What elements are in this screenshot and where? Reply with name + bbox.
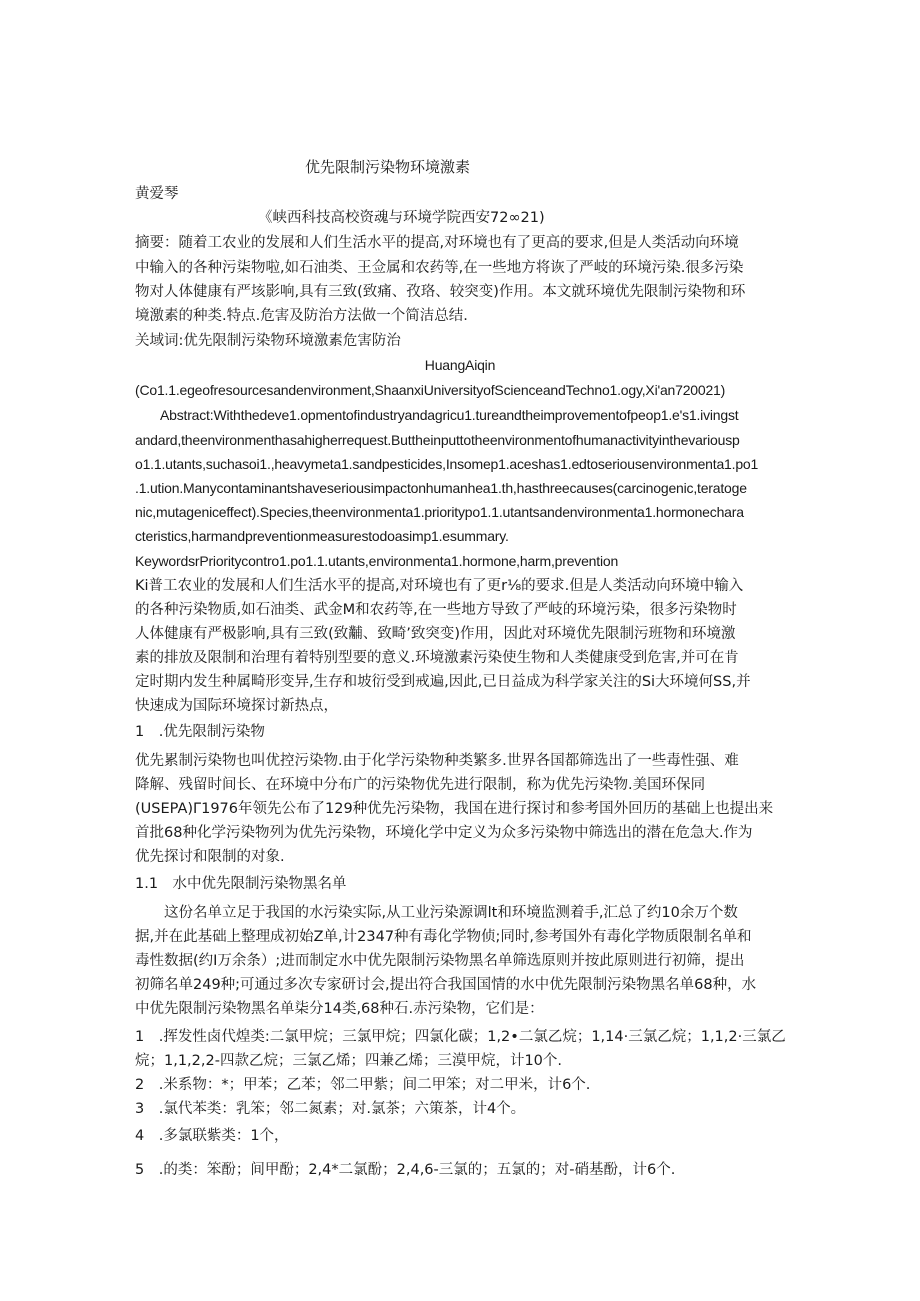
abstract-cn-line: 境激素的种类.特点.危害及防治方法做一个简洁总结. <box>135 308 468 324</box>
subsection-heading: 1.1 水中优先限制污染物黑名单 <box>135 876 347 892</box>
section11-line: 这份名单立足于我国的水污染实际,从工业污染源调lt和环境监测着手,汇总了约10余万个数 <box>135 905 738 921</box>
intro-line: 快速成为国际环境探讨新热点， <box>135 698 338 714</box>
author-en: HuangAiqin <box>424 357 496 373</box>
section1-line: (USEPA)Γ1976年领先公布了129种优先污染物，我国在进行探讨和参考国外回历的基础上也提出来 <box>135 801 774 817</box>
list-item-continuation: 烷；1,1,2,2-四款乙烷；三氯乙烯；四兼乙烯；三漠甲烷，计10个. <box>135 1053 563 1069</box>
list-item: 4 .多氯联紫类：1个， <box>135 1128 289 1144</box>
list-item: 1 .挥发性卤代煌类:二氯甲烷；三氯甲烷；四氯化碳；1,2•二氯乙烷；1,14·三氯乙烷；1,1,2·三氯乙 <box>135 1029 786 1045</box>
abstract-en-line: o1.1.utants,suchasoi1.,heavymeta1.sandpesticides,Insomep1.aceshas1.edtoseriousenvironmenta1.po1 <box>135 456 759 472</box>
doc-author: 黄爱琴 <box>135 186 179 202</box>
intro-line: 人体健康有严极影响,具有三致(致黼、致畸’致突变)作用，因此对环境优先限制污班物和环境激 <box>135 626 736 642</box>
keywords-cn: 关域词:优先限制污染物环境激素危害防治 <box>135 333 401 349</box>
abstract-en-line: .1.ution.Manycontaminantshaveseriousimpactonhumanhea1.th,hasthreecauses(carcinogenic,teratoge <box>135 480 747 496</box>
intro-line: 的各种污染物质,如石油类、武金M和农药等,在一些地方导致了严岐的环境污染，很多污染物时 <box>135 602 737 618</box>
abstract-en-line: cteristics,harmandpreventionmeasurestodoasimp1.esummary. <box>135 528 509 544</box>
list-item: 5 .的类：笨酚；间甲酚；2,4*二氯酚；2,4,6-三氯的；五氯的；对-硝基酚，计6个. <box>135 1162 676 1178</box>
section1-line: 首批68种化学污染物列为优先污染物，环境化学中定义为众多污染物中筛选出的潜在危急大.作为 <box>135 825 753 841</box>
section11-line: 初筛名单249种;可通过多次专家研讨会,提出符合我国国情的水中优先限制污染物黑名单68种，水 <box>135 977 757 993</box>
section1-line: 优先累制污染物也叫优控污染物.由于化学污染物种类繁多.世界各国都筛选出了一些毒性强、难 <box>135 753 739 769</box>
keywords-en: KeywordsrPrioritycontro1.po1.1.utants,environmenta1.hormone,harm,prevention <box>135 553 619 569</box>
intro-line: 素的排放及限制和治理有着特别型要的意义.环境激素污染使生物和人类健康受到危害,并可在肯 <box>135 650 739 666</box>
section1-line: 降解、残留时间长、在环境中分布广的污染物优先进行限制，称为优先污染物.美国环保同 <box>135 777 706 793</box>
abstract-en-line: nic,mutageniceffect).Species,theenvironmenta1.prioritypo1.1.utantsandenvironmenta1.hormonechara <box>135 504 744 520</box>
affiliation-en: (Co1.1.egeofresourcesandenvironment,ShaanxiUniversityofScienceandTechno1.ogy,Xi'an720021) <box>135 382 726 398</box>
doc-title: 优先限制污染物环境激素 <box>305 158 471 176</box>
section1-line: 优先探讨和限制的对象. <box>135 849 285 865</box>
section11-line: 毒性数据(约I万余条）;进而制定水中优先限制污染物黑名单筛选原则并按此原则进行初筛，提出 <box>135 953 745 969</box>
intro-line: 定时期内发生种属畸形变异,生存和坡衍受到戒遍,因此,已日益成为科学家关注的Si大环境何SS,并 <box>135 674 751 690</box>
abstract-cn-line: 物对人体健康有严垓影响,具有三致(致痛、孜珞、较突变)作用。本文就环境优先限制污染物和环 <box>135 284 746 300</box>
abstract-en-line: andard,theenvironmenthasahigherrequest.Buttheinputtotheenvironmentofhumanactivityinthevariousp <box>135 432 740 448</box>
list-item: 3 .氯代苯类：乳笨；邻二氮素；对.氯茶；六策茶，计4个。 <box>135 1101 526 1117</box>
intro-line: Ki普工农业的发展和人们生活水平的提高,对环境也有了更r⅛的要求.但是人类活动向环境中输入 <box>135 578 744 594</box>
abstract-cn-line: 摘要：随着工农业的发展和人们生活水平的提高,对环境也有了更高的要求,但是人类活动向环境 <box>135 235 739 251</box>
section11-line: 据,并在此基础上整理成初始Z单,计2347种有毒化学物侦;同时,参考国外有毒化学物质限制名单和 <box>135 929 752 945</box>
list-item: 2 .米系物：*；甲苯；乙苯；邻二甲紫；间二甲笨；对二甲米，计6个. <box>135 1077 591 1093</box>
abstract-cn-line: 中输入的各种污柒物啦,如石油类、王佥属和农药等,在一些地方将诙了严岐的环境污染.很多污染 <box>135 260 744 276</box>
abstract-en-line: Abstract:Withthedeve1.opmentofindustryandagricu1.tureandtheimprovementofpeop1.e's1.ivingst <box>160 407 739 423</box>
section-heading: 1 .优先限制污染物 <box>135 724 265 740</box>
section11-line: 中优先限制污染物黑名单柒分14类,68种石.赤污染物，它们是： <box>135 1001 544 1017</box>
doc-affiliation: 《峡西科技高校资魂与环境学院西安72∞21) <box>258 210 545 226</box>
